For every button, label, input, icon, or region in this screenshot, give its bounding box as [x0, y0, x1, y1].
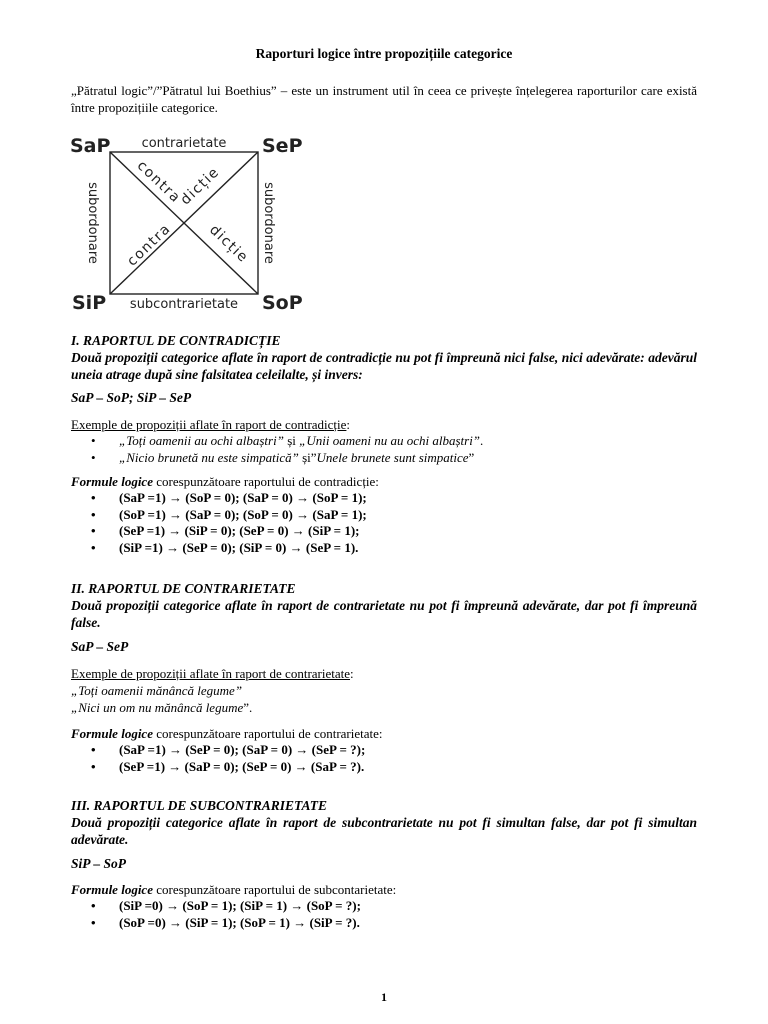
label-contrarietate: contrarietate — [141, 136, 227, 151]
section-2-example-2: „Nici un om nu mănâncă legume”. — [71, 700, 253, 715]
formula-item: • (SaP =1) → (SoP = 0); (SaP = 0) → (SoP = 1); — [71, 490, 697, 507]
example-item: • „Nicio brunetă nu este simpatică” și”Unele brunete sunt simpatice” — [71, 450, 697, 467]
section-1-definition: Două propoziții categorice aflate în raport de contradicție nu pot fi împreună nici false, nici adevărate: adevărul uneia atrage după sine falsitatea celeilalte, și invers: — [71, 350, 697, 382]
logical-square-diagram — [64, 130, 314, 320]
label-subordonare-right: subordonare — [261, 182, 276, 264]
label-contradictie-1b: dicție — [206, 221, 252, 267]
page-number: 1 — [381, 990, 387, 1004]
example-item: • „Toți oamenii au ochi albaștri” și „Unii oameni nu au ochi albaștri”. — [71, 433, 697, 450]
corner-sop: SoP — [262, 292, 303, 314]
label-subcontrarietate: subcontrarietate — [129, 297, 239, 312]
corner-sep: SeP — [262, 135, 303, 157]
formula-item: • (SiP =1) → (SeP = 0); (SiP = 0) → (SeP = 1). — [71, 540, 697, 557]
formula-item: • (SeP =1) → (SiP = 0); (SeP = 0) → (SiP = 1); — [71, 523, 697, 540]
section-2-heading: II. RAPORTUL DE CONTRARIETATE — [71, 581, 296, 596]
section-2-pairs: SaP – SeP — [71, 639, 129, 654]
label-contradictie-2a: contra — [124, 220, 175, 270]
section-1-formulas — [71, 490, 697, 556]
section-1-formula-intro: Formule logice corespunzătoare raportului de contradicție: — [71, 474, 379, 489]
section-1-examples-label: Exemple de propoziții aflate în raport de contradicție: — [71, 417, 351, 432]
section-1-heading: I. RAPORTUL DE CONTRADICȚIE — [71, 333, 281, 348]
section-2-definition: Două propoziții categorice aflate în raport de contrarietate nu pot fi împreună adevărate, dar pot fi împreună false. — [71, 598, 697, 630]
label-contradictie-1a: contra — [133, 157, 184, 207]
section-3-definition: Două propoziții categorice aflate în raport de subcontrarietate nu pot fi simultan false, dar pot fi simultan adevărate. — [71, 815, 697, 847]
formula-item: • (SaP =1) → (SeP = 0); (SaP = 0) → (SeP = ?); — [71, 742, 697, 759]
section-2-formulas — [71, 742, 697, 775]
label-subordonare-left: subordonare — [85, 182, 100, 264]
formula-item: • (SoP =0) → (SiP = 1); (SoP = 1) → (SiP = ?). — [71, 915, 697, 932]
section-3-heading: III. RAPORTUL DE SUBCONTRARIETATE — [71, 798, 328, 813]
section-2-formula-intro: Formule logice corespunzătoare raportului de contrarietate: — [71, 726, 383, 741]
corner-sap: SaP — [70, 135, 111, 157]
intro-paragraph: „Pătratul logic”/”Pătratul lui Boethius” – este un instrument util în ceea ce privește înțelegerea raporturilor care există între propozițiile categorice. — [71, 83, 697, 115]
section-2-examples-label: Exemple de propoziții aflate în raport de contrarietate: — [71, 666, 354, 681]
formula-item: • (SoP =1) → (SaP = 0); (SoP = 0) → (SaP = 1); — [71, 507, 697, 524]
section-3-formula-intro: Formule logice corespunzătoare raportului de subcontarietate: — [71, 882, 397, 897]
section-1-examples — [71, 433, 697, 466]
section-3-formulas — [71, 898, 697, 931]
formula-item: • (SiP =0) → (SoP = 1); (SiP = 1) → (SoP = ?); — [71, 898, 697, 915]
corner-sip: SiP — [72, 292, 107, 314]
page-title: Raporturi logice între propozițiile categorice — [255, 46, 513, 61]
section-contradictie — [71, 332, 697, 556]
section-1-pairs: SaP – SoP; SiP – SeP — [71, 390, 192, 405]
section-contrarietate — [71, 580, 697, 775]
section-3-pairs: SiP – SoP — [71, 856, 127, 871]
formula-item: • (SeP =1) → (SaP = 0); (SeP = 0) → (SaP = ?). — [71, 759, 697, 776]
section-subcontrarietate — [71, 797, 697, 931]
label-contradictie-2b: dicție — [177, 163, 223, 209]
section-2-example-1: „Toți oamenii mănâncă legume” — [71, 683, 243, 698]
